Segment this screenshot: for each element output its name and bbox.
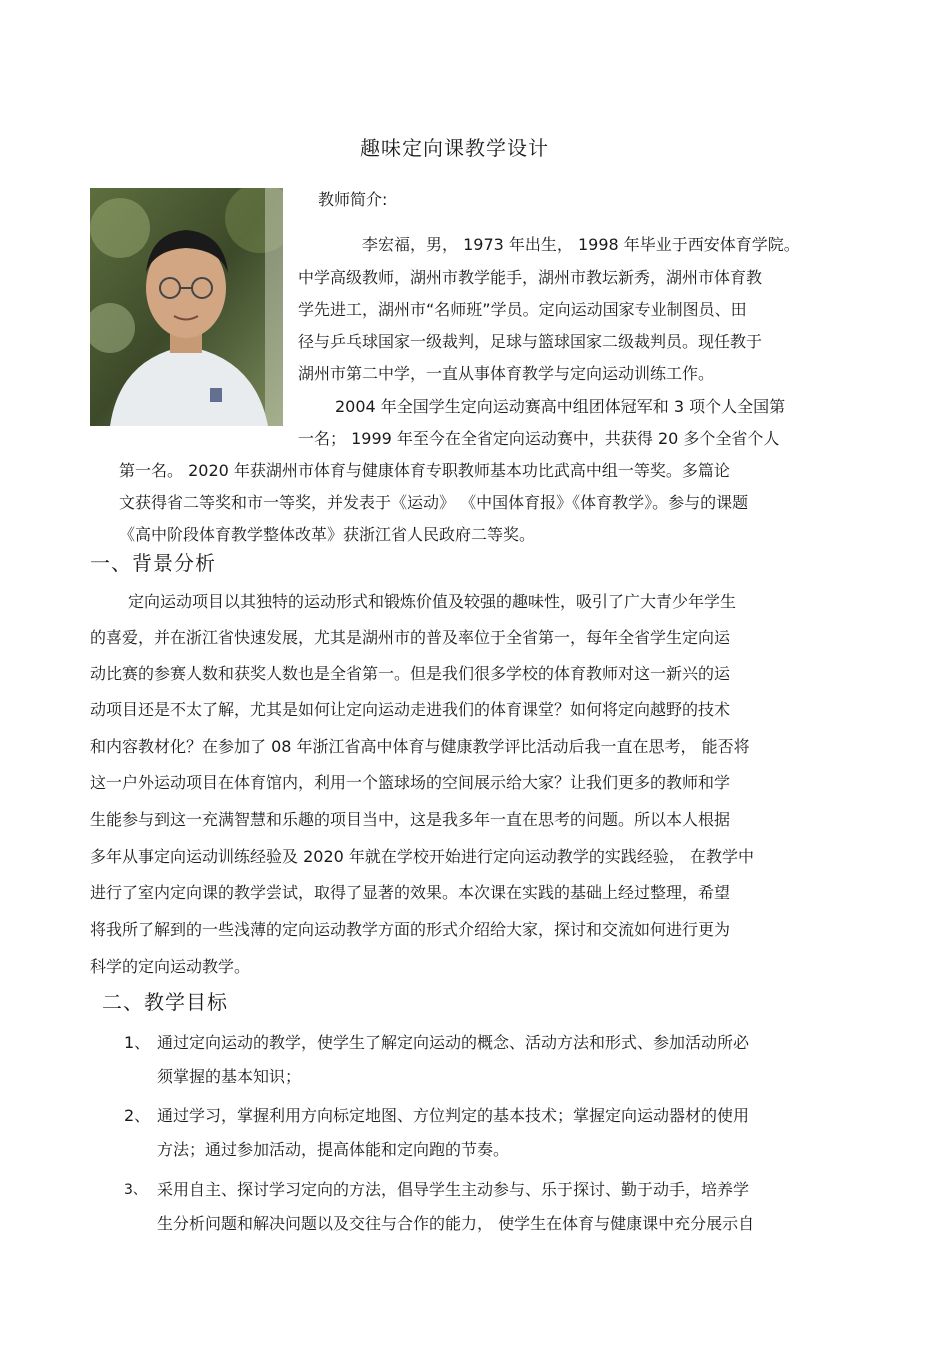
body-line: 和内容教材化？在参加了 08 年浙江省高中体育与健康教学评比活动后我一直在思考， 能否将 xyxy=(90,737,750,756)
intro-line: 一名； 1999 年至今在全省定向运动赛中，共获得 20 多个全省个人 xyxy=(298,429,780,448)
body-line: 这一户外运动项目在体育馆内，利用一个篮球场的空间展示给大家？让我们更多的教师和学 xyxy=(90,773,731,792)
intro-line: 第一名。 2020 年获湖州市体育与健康体育专职教师基本功比武高中组一等奖。多篇论 xyxy=(119,461,730,480)
goal-line: 方法；通过参加活动，提高体能和定向跑的节奏。 xyxy=(157,1140,510,1159)
intro-line: 学先进工，湖州市“名师班”学员。定向运动国家专业制图员、田 xyxy=(298,300,747,319)
page-title: 趣味定向课教学设计 xyxy=(360,136,549,160)
section-heading-goals: 二、教学目标 xyxy=(102,990,228,1014)
goal-number: 2、 xyxy=(124,1106,151,1125)
intro-line: 2004 年全国学生定向运动赛高中组团体冠军和 3 项个人全国第 xyxy=(335,397,786,416)
teacher-photo xyxy=(90,188,283,426)
goal-number: 1、 xyxy=(124,1033,151,1052)
intro-line: 中学高级教师，湖州市教学能手，湖州市教坛新秀，湖州市体育教 xyxy=(298,268,763,287)
intro-line: 文获得省二等奖和市一等奖，并发表于《运动》 《中国体育报》《体育教学》。参与的课题 xyxy=(119,493,749,512)
body-line: 进行了室内定向课的教学尝试，取得了显著的效果。本次课在实践的基础上经过整理，希望 xyxy=(90,883,731,902)
goal-number: 3、 xyxy=(124,1182,147,1198)
body-line: 科学的定向运动教学。 xyxy=(90,957,251,976)
body-line: 动项目还是不太了解，尤其是如何让定向运动走进我们的体育课堂？如何将定向越野的技术 xyxy=(90,700,731,719)
intro-line: 径与乒乓球国家一级裁判，足球与篮球国家二级裁判员。现任教于 xyxy=(298,332,763,351)
body-line: 多年从事定向运动训练经验及 2020 年就在学校开始进行定向运动教学的实践经验， 在教学中 xyxy=(90,847,754,866)
goal-line: 通过学习，掌握利用方向标定地图、方位判定的基本技术；掌握定向运动器材的使用 xyxy=(157,1106,750,1125)
body-line: 动比赛的参赛人数和获奖人数也是全省第一。但是我们很多学校的体育教师对这一新兴的运 xyxy=(90,664,731,683)
section-heading-background: 一、背景分析 xyxy=(90,551,216,575)
body-line: 的喜爱，并在浙江省快速发展，尤其是湖州市的普及率位于全省第一，每年全省学生定向运 xyxy=(90,628,731,647)
body-line: 定向运动项目以其独特的运动形式和锻炼价值及较强的趣味性，吸引了广大青少年学生 xyxy=(128,592,737,611)
body-line: 生能参与到这一充满智慧和乐趣的项目当中，这是我多年一直在思考的问题。所以本人根据 xyxy=(90,810,731,829)
goal-line: 生分析问题和解决问题以及交往与合作的能力， 使学生在体育与健康课中充分展示自 xyxy=(157,1214,755,1233)
teacher-intro-heading: 教师简介: xyxy=(318,190,388,209)
intro-line: 《高中阶段体育教学整体改革》获浙江省人民政府二等奖。 xyxy=(119,525,536,544)
goal-line: 须掌握的基本知识； xyxy=(157,1067,302,1086)
body-line: 将我所了解到的一些浅薄的定向运动教学方面的形式介绍给大家，探讨和交流如何进行更为 xyxy=(90,920,731,939)
goal-line: 通过定向运动的教学，使学生了解定向运动的概念、活动方法和形式、参加活动所必 xyxy=(157,1033,750,1052)
portrait-image xyxy=(90,188,283,426)
intro-line: 李宏福，男， 1973 年出生， 1998 年毕业于西安体育学院。 xyxy=(362,235,800,254)
goal-line: 采用自主、探讨学习定向的方法，倡导学生主动参与、乐于探讨、勤于动手，培养学 xyxy=(157,1180,750,1199)
intro-line: 湖州市第二中学，一直从事体育教学与定向运动训练工作。 xyxy=(298,364,715,383)
